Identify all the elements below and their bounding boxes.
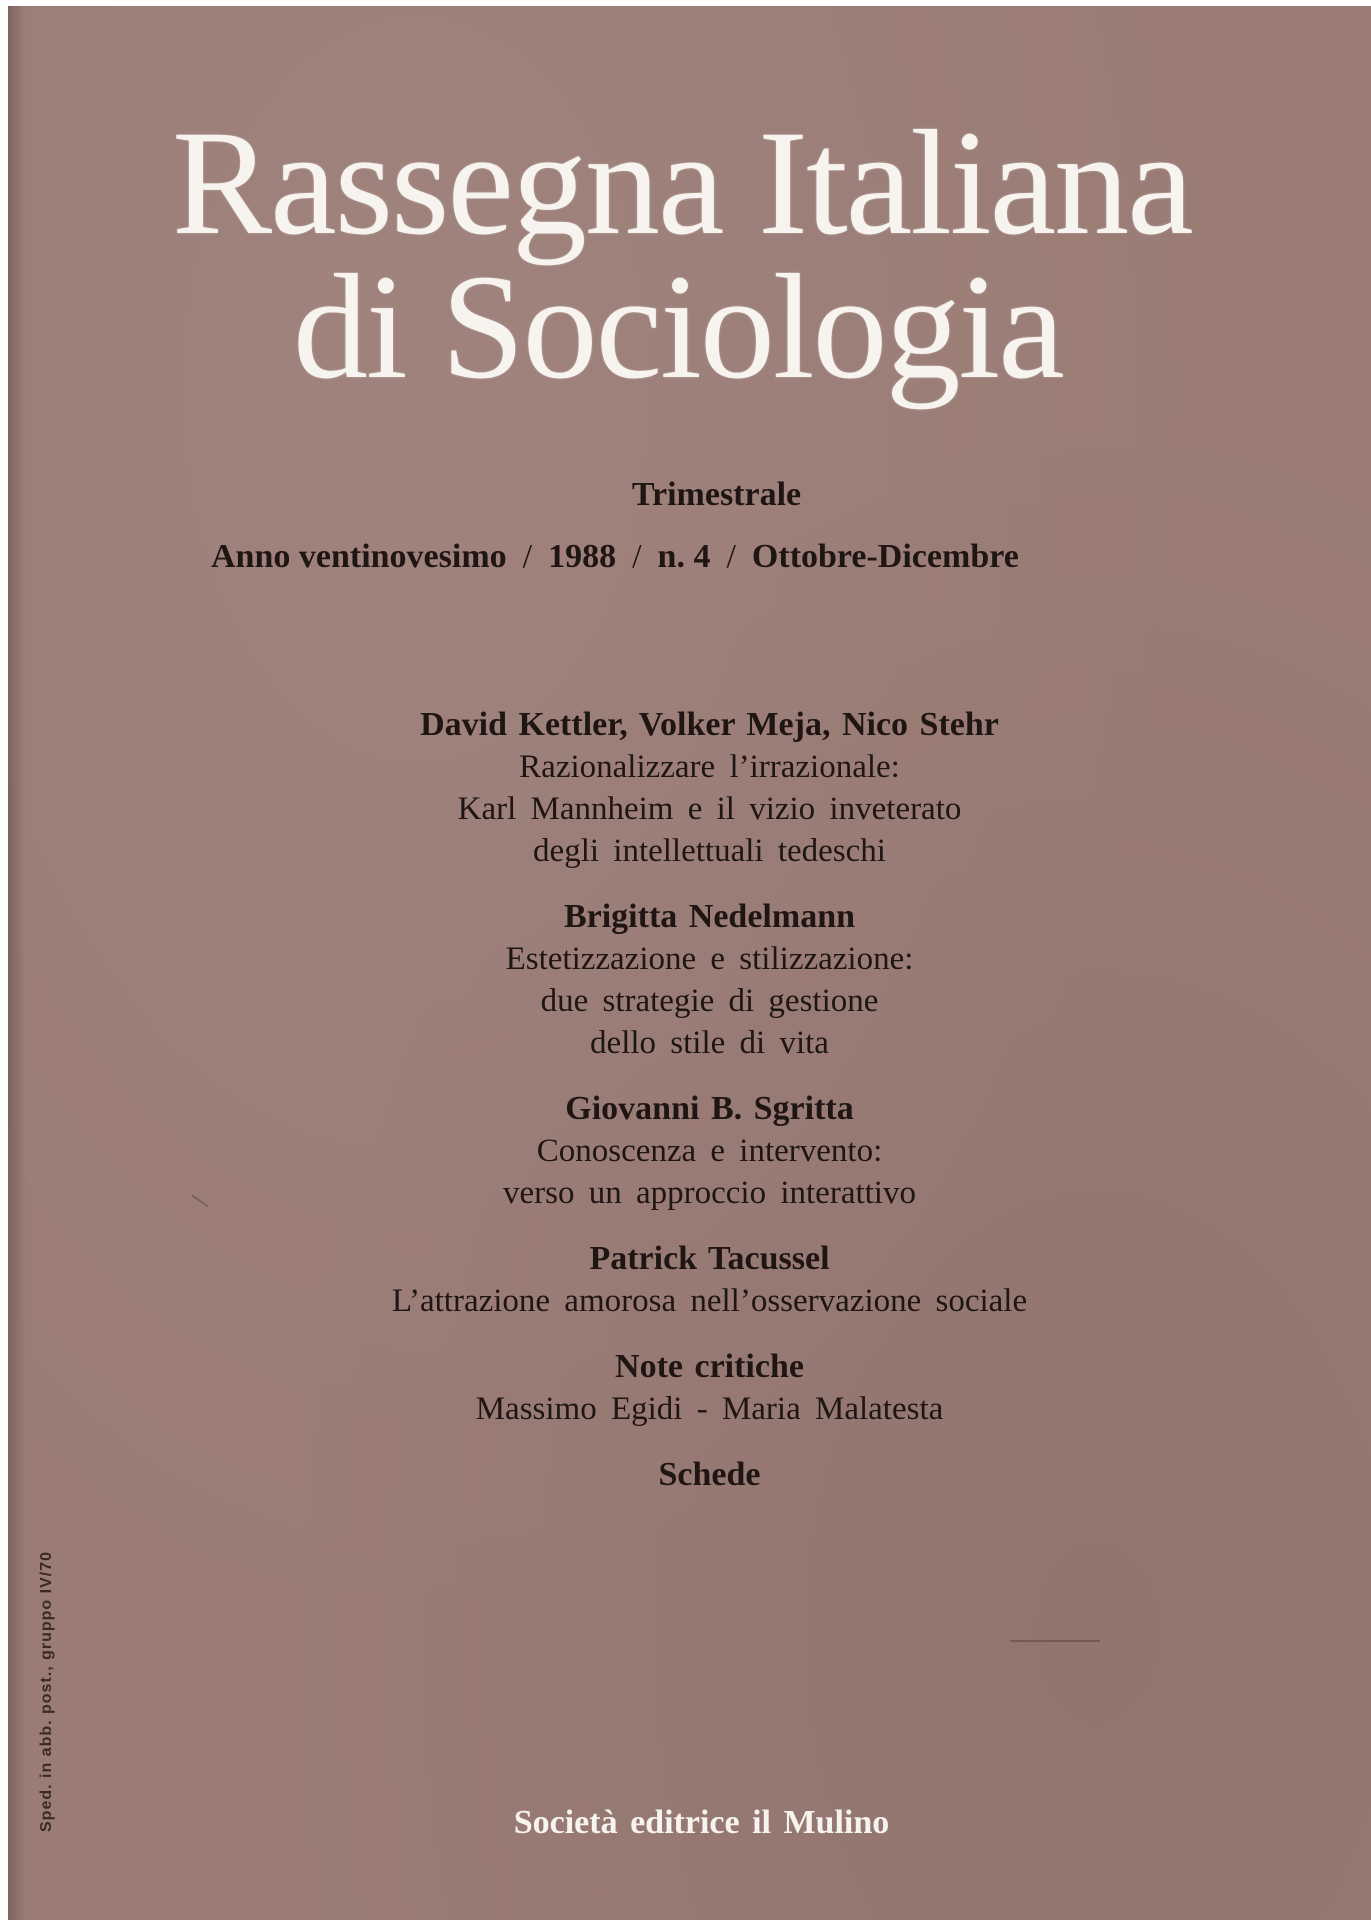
- entry-title-line: dello stile di vita: [590, 1025, 829, 1061]
- issue-year-label: Anno ventinovesimo: [211, 538, 507, 575]
- issue-separator: /: [632, 538, 642, 575]
- contents-section: [24, 1454, 1371, 1496]
- issue-year: 1988: [548, 538, 617, 575]
- contents-entry: [24, 1088, 1371, 1214]
- contents-entry: [24, 896, 1371, 1064]
- entry-title-line: Conoscenza e intervento:: [536, 1133, 883, 1169]
- publisher-name: Società editrice il Mulino: [513, 1804, 890, 1841]
- journal-title-line-1: Rassegna Italiana: [172, 100, 1192, 266]
- entry-title-line: L’attrazione amorosa nell’osservazione sociale: [391, 1283, 1028, 1319]
- section-heading: Schede: [658, 1456, 761, 1493]
- journal-title-line-2: di Sociologia: [293, 244, 1063, 410]
- issue-months: Ottobre-Dicembre: [751, 538, 1019, 575]
- entry-authors: David Kettler, Volker Meja, Nico Stehr: [420, 706, 999, 743]
- entry-authors: Brigitta Nedelmann: [563, 898, 856, 935]
- entry-authors: Giovanni B. Sgritta: [565, 1090, 854, 1127]
- entry-title-line: Razionalizzare l’irrazionale:: [519, 749, 900, 785]
- issue-line: [211, 538, 1019, 576]
- entry-authors: Patrick Tacussel: [589, 1240, 830, 1277]
- table-of-contents: [24, 704, 1371, 1520]
- section-heading: Note critiche: [615, 1348, 804, 1385]
- contents-entry: [24, 1238, 1371, 1322]
- contents-section: [24, 1346, 1371, 1430]
- contents-entry: [24, 704, 1371, 872]
- entry-title-line: verso un approccio interattivo: [503, 1175, 916, 1211]
- postal-note: Sped. in abb. post., gruppo IV/70: [38, 1550, 55, 1832]
- periodicity: Trimestrale: [631, 476, 802, 513]
- entry-title-line: degli intellettuali tedeschi: [533, 833, 886, 869]
- issue-separator: /: [726, 538, 736, 575]
- issue-separator: /: [522, 538, 533, 575]
- entry-title-line: Massimo Egidi - Maria Malatesta: [475, 1391, 944, 1427]
- entry-title-line: Estetizzazione e stilizzazione:: [505, 941, 914, 977]
- issue-number: n. 4: [657, 538, 711, 575]
- entry-title-line: due strategie di gestione: [540, 983, 879, 1019]
- cover-scratch: [1010, 1640, 1100, 1642]
- entry-title-line: Karl Mannheim e il vizio inveterato: [457, 791, 962, 827]
